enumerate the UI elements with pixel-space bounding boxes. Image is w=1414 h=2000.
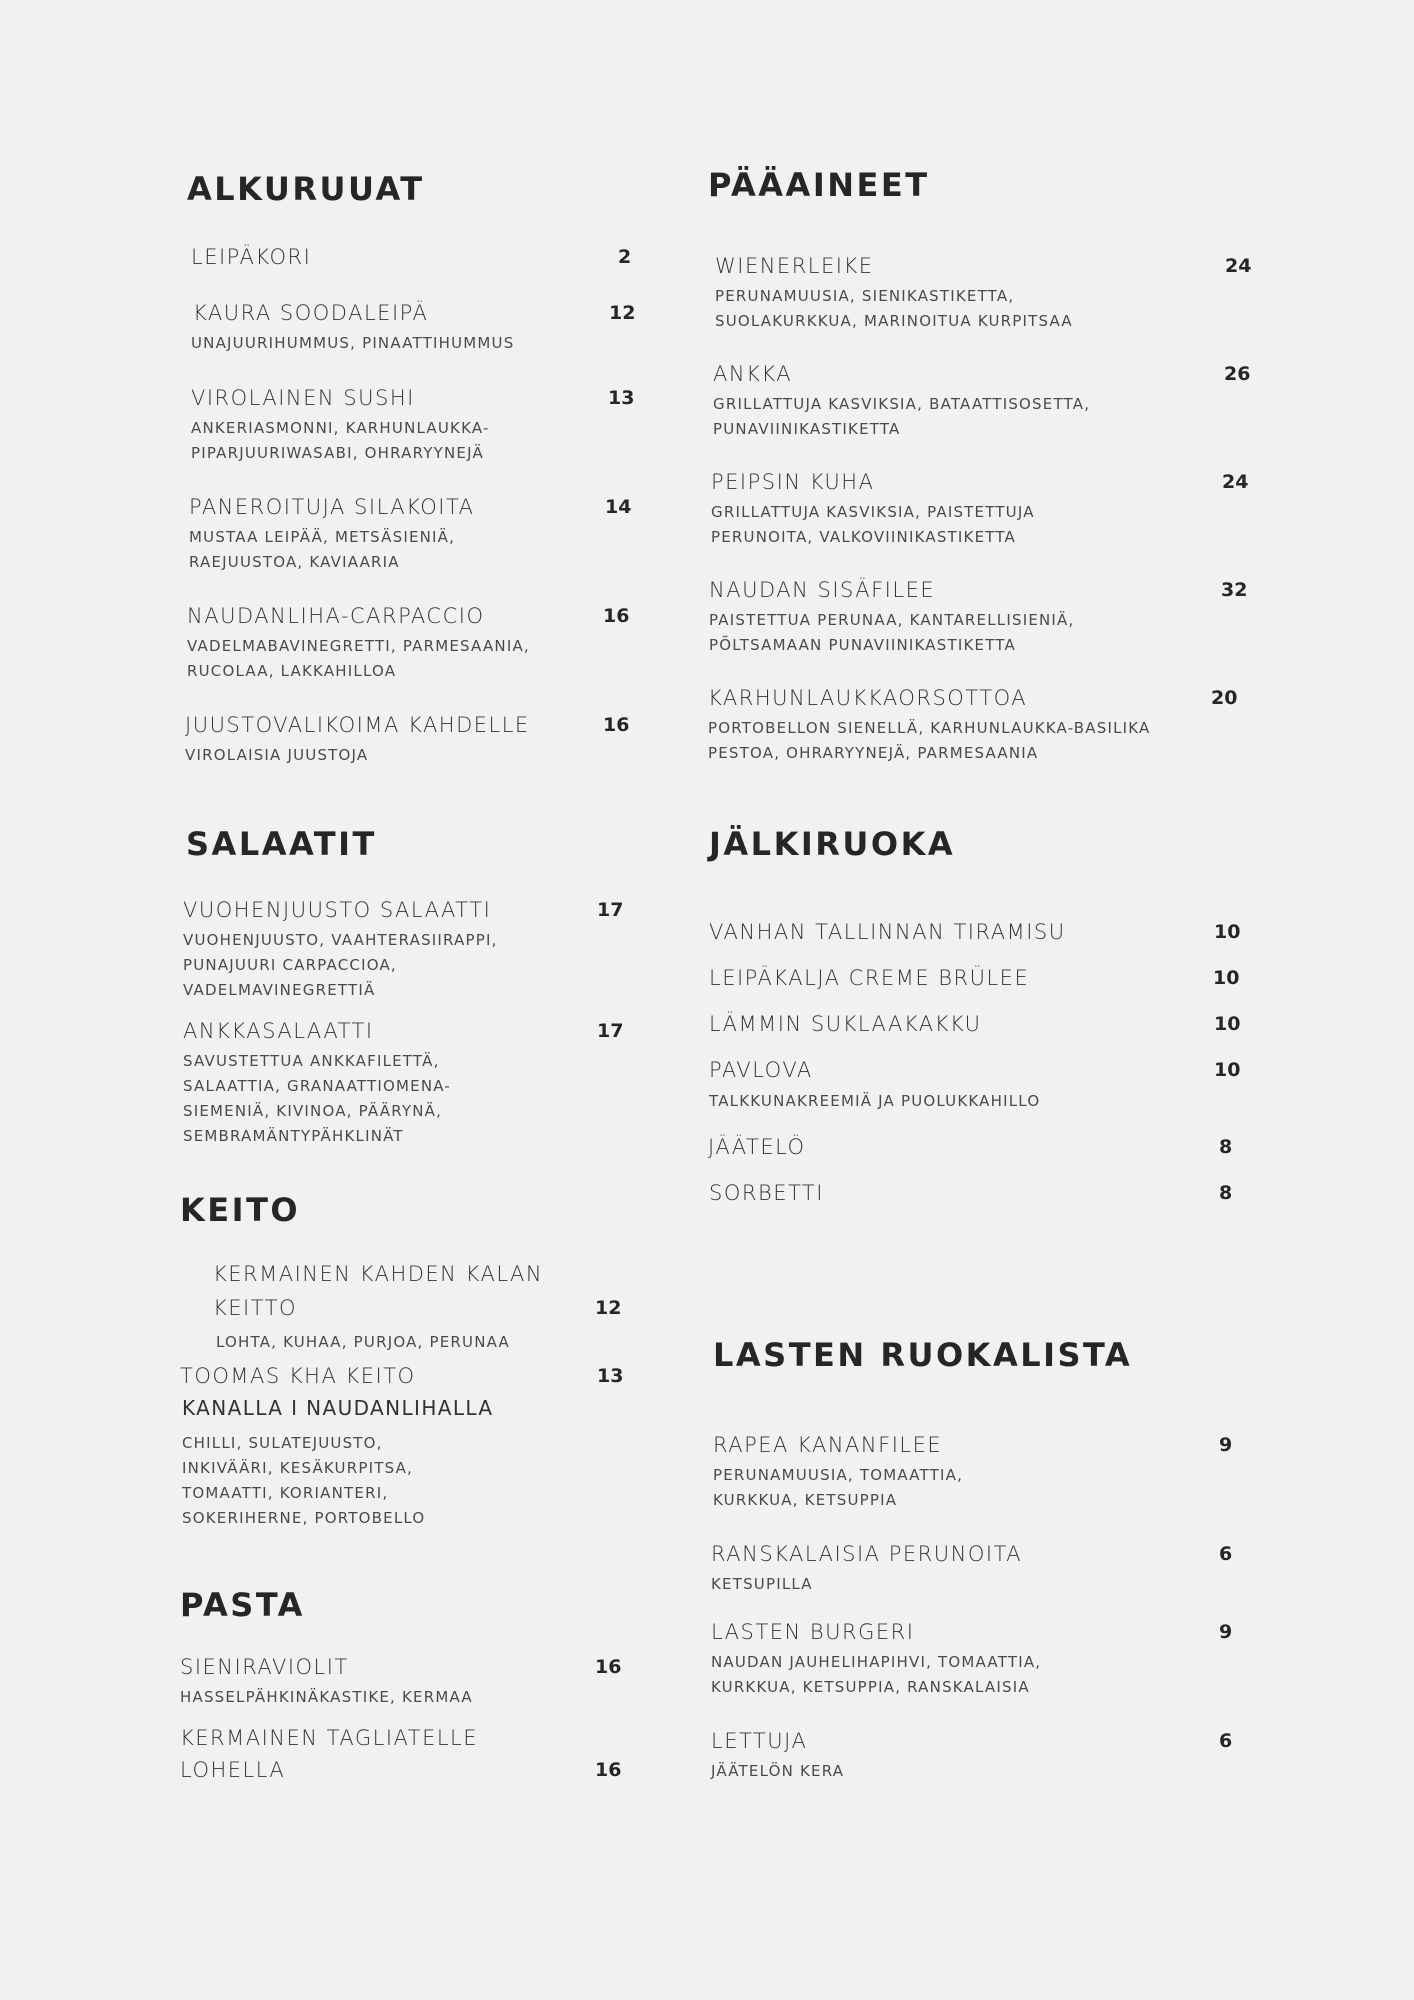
item-description: PERUNAMUUSIA, SIENIKASTIKETTA, SUOLAKURKKUA, MARINOITUA KURPITSAA <box>715 287 1073 330</box>
menu-item <box>709 1176 1249 1212</box>
item-name: RAPEA KANANFILEE <box>713 1433 943 1457</box>
item-name: NAUDANLIHA-CARPACCIO <box>187 604 485 628</box>
section-title: PASTA <box>180 1586 305 1624</box>
item-description: GRILLATTUJA KASVIKSIA, PAISTETTUJA PERUNOITA, VALKOVIINIKASTIKETTA <box>711 503 1035 546</box>
item-price: 32 <box>1221 579 1248 601</box>
item-description: VUOHENJUUSTO, VAAHTERASIIRAPPI, PUNAJUURI CARPACCIOA, VADELMAVINEGRETTIÄ <box>183 931 498 999</box>
item-name: LASTEN BURGERI <box>711 1620 915 1644</box>
item-price: 10 <box>1213 967 1240 989</box>
item-description: PERUNAMUUSIA, TOMAATTIA, KURKKUA, KETSUPPIA <box>713 1466 964 1509</box>
menu-item <box>191 381 641 461</box>
section-title: PÄÄAINEET <box>708 166 930 204</box>
item-description: HASSELPÄHKINÄKASTIKE, KERMAA <box>180 1688 473 1706</box>
item-name: SORBETTI <box>709 1181 824 1205</box>
item-name: ANKKA <box>713 362 793 386</box>
item-name: TOOMAS KHA KEITO <box>180 1364 416 1388</box>
menu-item <box>711 465 1251 545</box>
menu-item <box>191 296 641 356</box>
item-price: 6 <box>1219 1730 1233 1752</box>
item-name: JÄÄTELÖ <box>708 1135 806 1159</box>
item-price: 8 <box>1219 1136 1233 1158</box>
item-description: VIROLAISIA JUUSTOJA <box>185 746 369 764</box>
item-price: 17 <box>597 1020 624 1042</box>
item-name: KAURA SOODALEIPÄ <box>193 301 429 325</box>
menu-item <box>711 1615 1251 1695</box>
item-price: 20 <box>1211 687 1238 709</box>
menu-item <box>711 1537 1251 1597</box>
menu-item <box>708 1130 1248 1166</box>
menu-item <box>709 1007 1249 1043</box>
section-title: LASTEN RUOKALISTA <box>713 1336 1133 1374</box>
section-jalkiruoka <box>709 825 1269 1215</box>
section-pasta <box>180 1586 650 1786</box>
item-price: 14 <box>605 496 632 518</box>
item-price: 10 <box>1214 1013 1241 1035</box>
section-title: ALKURUUAT <box>187 170 425 208</box>
item-description: GRILLATTUJA KASVIKSIA, BATAATTISOSETTA, PUNAVIINIKASTIKETTA <box>713 395 1091 438</box>
item-price: 8 <box>1219 1182 1233 1204</box>
section-title: JÄLKIRUOKA <box>709 825 956 863</box>
menu-item <box>183 1014 633 1149</box>
menu-item <box>711 1724 1251 1784</box>
item-name: LETTUJA <box>711 1729 808 1753</box>
item-price: 16 <box>595 1656 622 1678</box>
item-price: 9 <box>1219 1434 1233 1456</box>
menu-item <box>708 681 1253 761</box>
item-description: CHILLI, SULATEJUUSTO, INKIVÄÄRI, KESÄKURPITSA, TOMAATTI, KORIANTERI, SOKERIHERNE, PORTOBELLO <box>182 1434 426 1527</box>
item-name: PANEROITUJA SILAKOITA <box>189 495 475 519</box>
item-subtitle: KANALLA I NAUDANLIHALLA <box>182 1396 494 1420</box>
item-price: 12 <box>595 1297 622 1319</box>
item-name: VUOHENJUUSTO SALAATTI <box>183 898 492 922</box>
menu-item <box>180 1359 635 1539</box>
menu-item <box>713 1428 1253 1508</box>
item-name: PAVLOVA <box>709 1058 813 1082</box>
menu-item <box>709 1053 1249 1113</box>
item-description: TALKKUNAKREEMIÄ JA PUOLUKKAHILLO <box>709 1092 1041 1110</box>
item-name: LEIPÄKALJA CREME BRÜLEE <box>709 966 1030 990</box>
item-price: 12 <box>609 302 636 324</box>
item-price: 16 <box>595 1759 622 1781</box>
item-description: VADELMABAVINEGRETTI, PARMESAANIA, RUCOLAA, LAKKAHILLOA <box>187 637 530 680</box>
item-name: SIENIRAVIOLIT <box>180 1655 349 1679</box>
section-salaatit <box>183 825 653 1155</box>
item-description: PAISTETTUA PERUNAA, KANTARELLISIENIÄ, PÕLTSAMAAN PUNAVIINIKASTIKETTA <box>709 611 1075 654</box>
item-price: 26 <box>1224 363 1251 385</box>
item-price: 13 <box>597 1365 624 1387</box>
item-name: KARHUNLAUKKAORSOTTOA <box>708 686 1028 710</box>
section-paaaineet <box>708 166 1268 776</box>
section-keito <box>180 1191 650 1541</box>
section-lasten-ruokalista <box>711 1336 1271 1796</box>
item-description: PORTOBELLON SIENELLÄ, KARHUNLAUKKA-BASILIKA PESTOA, OHRARYYNEJÄ, PARMESAANIA <box>708 719 1151 762</box>
menu-item <box>213 1257 633 1353</box>
item-description: NAUDAN JAUHELIHAPIHVI, TOMAATTIA, KURKKUA, KETSUPPIA, RANSKALAISIA <box>711 1653 1042 1696</box>
menu-item <box>191 240 641 280</box>
item-price: 24 <box>1222 471 1249 493</box>
menu-item <box>180 1722 630 1792</box>
item-name: JUUSTOVALIKOIMA KAHDELLE <box>185 713 530 737</box>
menu-item <box>180 1650 630 1710</box>
item-name: ANKKASALAATTI <box>183 1019 374 1043</box>
item-name: PEIPSIN KUHA <box>711 470 875 494</box>
section-title: SALAATIT <box>186 825 377 863</box>
item-description: SAVUSTETTUA ANKKAFILETTÄ, SALAATTIA, GRANAATTIOMENA- SIEMENIÄ, KIVINOA, PÄÄRYNÄ, SEMBRAMÄNTYPÄHKLINÄT <box>183 1052 451 1145</box>
item-description: MUSTAA LEIPÄÄ, METSÄSIENIÄ, RAEJUUSTOA, KAVIAARIA <box>189 528 456 571</box>
menu-item <box>715 249 1255 329</box>
menu-item <box>185 708 641 768</box>
menu-item <box>709 961 1249 997</box>
item-name: LÄMMIN SUKLAAKAKKU <box>709 1012 982 1036</box>
item-description: UNAJUURIHUMMUS, PINAATTIHUMMUS <box>191 334 515 352</box>
item-name: LEIPÄKORI <box>191 245 312 269</box>
item-name: KERMAINEN KAHDEN KALAN KEITTO <box>213 1262 544 1320</box>
section-title: KEITO <box>180 1191 301 1229</box>
menu-item <box>187 599 641 679</box>
item-price: 10 <box>1214 1059 1241 1081</box>
item-description: LOHTA, KUHAA, PURJOA, PERUNAA <box>216 1333 510 1351</box>
item-price: 17 <box>597 899 624 921</box>
item-price: 2 <box>618 246 632 268</box>
item-name: WIENERLEIKE <box>715 254 874 278</box>
item-name: NAUDAN SISÄFILEE <box>709 578 936 602</box>
item-price: 24 <box>1225 255 1252 277</box>
item-name: VIROLAINEN SUSHI <box>191 386 415 410</box>
item-price: 9 <box>1219 1621 1233 1643</box>
menu-item <box>709 915 1249 951</box>
item-description: KETSUPILLA <box>711 1575 813 1593</box>
item-description: JÄÄTELÖN KERA <box>711 1762 845 1780</box>
item-price: 6 <box>1219 1543 1233 1565</box>
menu-item <box>189 490 641 570</box>
menu-item <box>713 357 1253 437</box>
item-name: RANSKALAISIA PERUNOITA <box>711 1542 1023 1566</box>
item-name: VANHAN TALLINNAN TIRAMISU <box>709 920 1066 944</box>
item-price: 10 <box>1214 921 1241 943</box>
item-price: 16 <box>603 714 630 736</box>
section-alkuruuat <box>187 170 657 770</box>
item-price: 13 <box>608 387 635 409</box>
item-name: KERMAINEN TAGLIATELLE LOHELLA <box>180 1726 479 1782</box>
item-price: 16 <box>603 605 630 627</box>
item-description: ANKERIASMONNI, KARHUNLAUKKA- PIPARJUURIWASABI, OHRARYYNEJÄ <box>191 419 490 462</box>
menu-item <box>709 573 1249 653</box>
menu-item <box>183 893 633 1003</box>
